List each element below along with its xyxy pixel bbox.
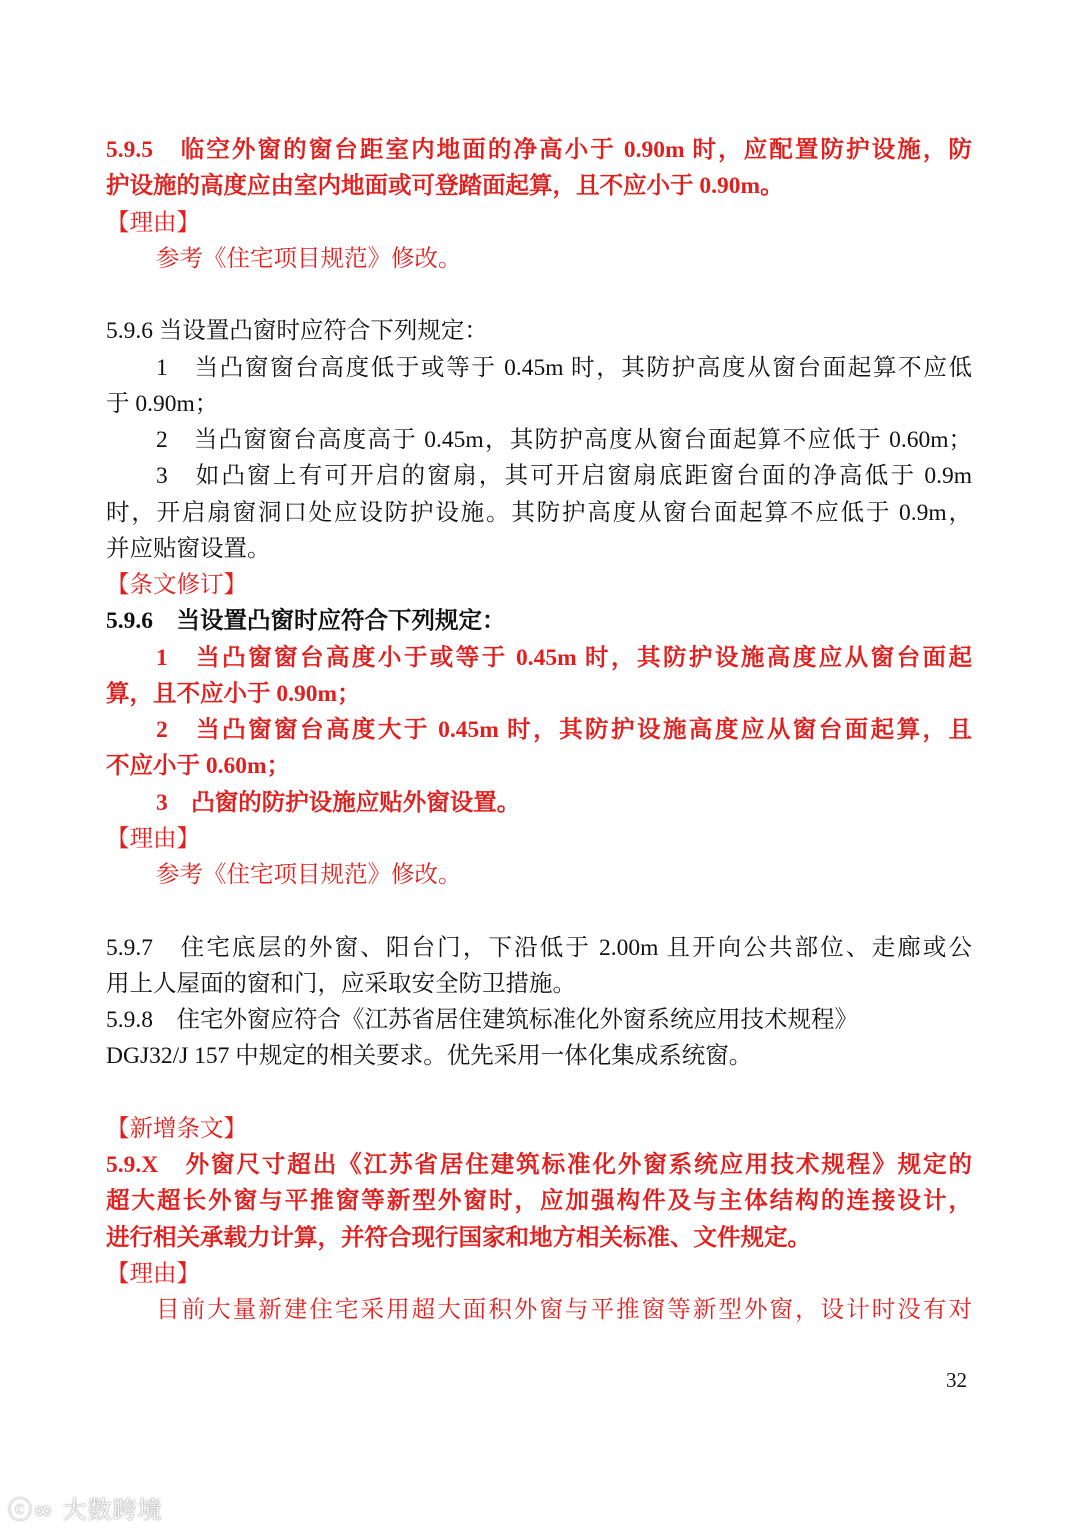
- text-line: 【理由】: [106, 1260, 200, 1287]
- text-line: 【理由】: [106, 825, 200, 852]
- text-line: 【条文修订】: [106, 572, 247, 598]
- text-line: 2 当凸窗窗台高度高于 0.45m，其防护高度从窗台面起算不应低于 0.60m；: [156, 427, 972, 453]
- text-line: 5.9.6 当设置凸窗时应符合下列规定：: [106, 318, 488, 345]
- text-line: 【新增条文】: [106, 1115, 247, 1142]
- watermark-logo: ⓒ∞ 大数跨境: [8, 1496, 163, 1524]
- text-line: 1 当凸窗窗台高度小于或等于 0.45m 时，其防护设施高度应从窗台面起: [156, 644, 972, 671]
- text-line: 护设施的高度应由室内地面或可登踏面起算，且不应小于 0.90m。: [106, 173, 784, 200]
- text-line: 3 如凸窗上有可开启的窗扇，其可开启窗扇底距窗台面的净高低于 0.9m: [156, 463, 972, 490]
- text-line: DGJ32/J 157 中规定的相关要求。优先采用一体化集成系统窗。: [106, 1043, 753, 1070]
- text-line: 参考《住宅项目规范》修改。: [156, 245, 462, 272]
- text-line: 于 0.90m；: [106, 390, 219, 417]
- text-line: 5.9.X 外窗尺寸超出《江苏省居住建筑标准化外窗系统应用技术规程》规定的: [106, 1152, 972, 1178]
- blank-line: [106, 1075, 972, 1111]
- text-line: 目前大量新建住宅采用超大面积外窗与平推窗等新型外窗，设计时没有对: [156, 1297, 972, 1323]
- text-line: 不应小于 0.60m；: [106, 753, 291, 780]
- text-line: 5.9.7 住宅底层的外窗、阳台门，下沿低于 2.00m 且开向公共部位、走廊或公: [106, 934, 972, 961]
- text-line: 并应贴窗设置。: [106, 535, 271, 562]
- text-line: 算，且不应小于 0.90m；: [106, 680, 361, 707]
- watermark-text: 大数跨境: [62, 1496, 163, 1524]
- text-line: 5.9.6 当设置凸窗时应符合下列规定：: [106, 608, 506, 635]
- text-line: 3 凸窗的防护设施应贴外窗设置。: [156, 789, 521, 816]
- document-body: [106, 132, 972, 1328]
- text-line: 5.9.5 临空外窗的窗台距室内地面的净高小于 0.90m 时，应配置防护设施，防: [106, 137, 972, 163]
- text-line: 参考《住宅项目规范》修改。: [156, 862, 462, 888]
- blank-line: [106, 277, 972, 313]
- text-line: 【理由】: [106, 209, 200, 236]
- text-line: 超大超长外窗与平推窗等新型外窗时，应加强构件及与主体结构的连接设计，: [106, 1188, 972, 1215]
- text-line: 时，开启扇窗洞口处应设防护设施。其防护高度从窗台面起算不应低于 0.9m，: [106, 499, 972, 526]
- text-line: 2 当凸窗窗台高度大于 0.45m 时，其防护设施高度应从窗台面起算，且: [156, 717, 972, 743]
- blank-line: [106, 893, 972, 929]
- text-line: 5.9.8 住宅外窗应符合《江苏省居住建筑标准化外窗系统应用技术规程》: [106, 1007, 858, 1033]
- page-number: 32: [946, 1368, 967, 1392]
- text-line: 用上人屋面的窗和门，应采取安全防卫措施。: [106, 970, 576, 997]
- text-line: 进行相关承载力计算，并符合现行国家和地方相关标准、文件规定。: [106, 1224, 811, 1251]
- text-line: 1 当凸窗窗台高度低于或等于 0.45m 时，其防护高度从窗台面起算不应低: [156, 354, 972, 381]
